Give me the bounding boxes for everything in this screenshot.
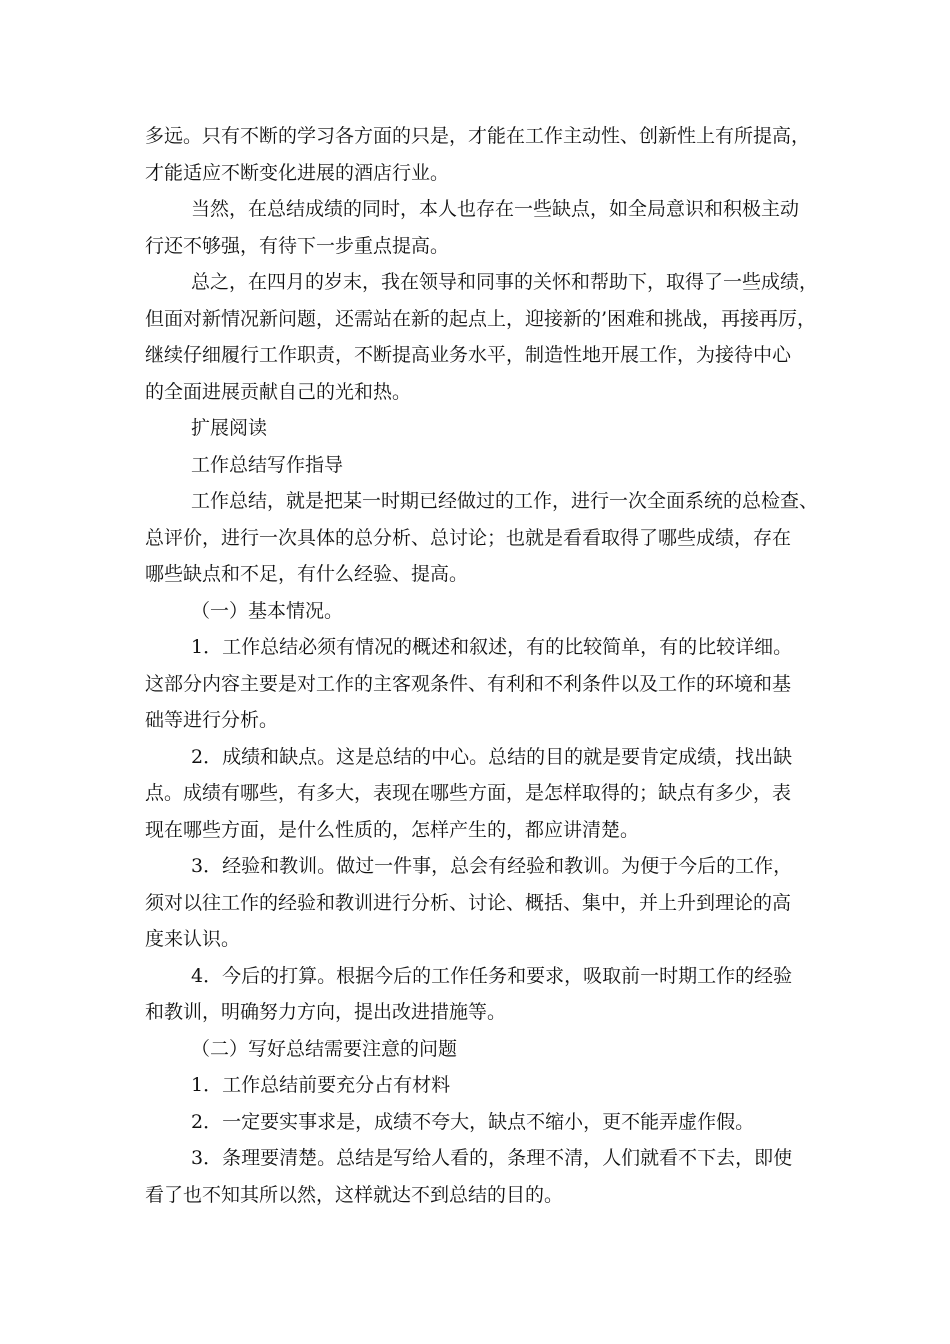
text-line: 1．工作总结前要充分占有材料: [191, 1074, 451, 1096]
text-line: 现在哪些方面，是什么性质的，怎样产生的，都应讲清楚。: [145, 818, 640, 841]
text-line: 看了也不知其所以然，这样就达不到总结的目的。: [145, 1183, 564, 1206]
text-line: 多远。只有不断的学习各方面的只是，才能在工作主动性、创新性上有所提高，: [145, 125, 811, 147]
text-line: 工作总结写作指导: [191, 453, 344, 476]
text-line: 继续仔细履行工作职责，不断提高业务水平，制造性地开展工作，为接待中心: [145, 344, 792, 366]
text-line: 扩展阅读: [191, 417, 268, 439]
text-line: 的全面进展贡献自己的光和热。: [145, 380, 412, 403]
text-line: 4．今后的打算。根据今后的工作任务和要求，吸取前一时期工作的经验: [191, 964, 793, 987]
document-body: [145, 118, 825, 1213]
text-line: 工作总结，就是把某一时期已经做过的工作，进行一次全面系统的总检查、: [191, 490, 819, 512]
text-line: 度来认识。: [145, 928, 241, 950]
text-line: （一）基本情况。: [191, 599, 344, 622]
text-line: 2．成绩和缺点。这是总结的中心。总结的目的就是要肯定成绩，找出缺: [191, 745, 793, 768]
text-line: 行还不够强，有待下一步重点提高。: [145, 234, 450, 257]
text-line: 总评价，进行一次具体的总分析、总讨论；也就是看看取得了哪些成绩，存在: [145, 526, 792, 549]
text-line: （二）写好总结需要注意的问题: [191, 1037, 458, 1060]
text-line: 须对以往工作的经验和教训进行分析、讨论、概括、集中，并上升到理论的高: [145, 891, 792, 914]
text-line: 础等进行分析。: [145, 709, 279, 731]
text-line: 当然，在总结成绩的同时，本人也存在一些缺点，如全局意识和积极主动: [191, 198, 800, 220]
text-line: 总之，在四月的岁末，我在领导和同事的关怀和帮助下，取得了一些成绩，: [191, 271, 819, 293]
text-line: 和教训，明确努力方向，提出改进措施等。: [145, 1001, 507, 1023]
text-line: 但面对新情况新问题，还需站在新的起点上，迎接新的’困难和挑战，再接再厉，: [145, 307, 817, 330]
text-line: 3．条理要清楚。总结是写给人看的，条理不清，人们就看不下去，即使: [191, 1147, 793, 1169]
text-line: 2．一定要实事求是，成绩不夸大，缺点不缩小，更不能弄虚作假。: [191, 1110, 755, 1133]
text-line: 1．工作总结必须有情况的概述和叙述，有的比较简单，有的比较详细。: [191, 636, 793, 658]
text-line: 这部分内容主要是对工作的主客观条件、有利和不利条件以及工作的环境和基: [145, 672, 792, 695]
text-line: 才能适应不断变化进展的酒店行业。: [145, 161, 450, 184]
text-line: 哪些缺点和不足，有什么经验、提高。: [145, 563, 469, 585]
text-line: 点。成绩有哪些，有多大，表现在哪些方面，是怎样取得的；缺点有多少，表: [145, 782, 792, 804]
text-line: 3．经验和教训。做过一件事，总会有经验和教训。为便于今后的工作，: [191, 855, 793, 877]
